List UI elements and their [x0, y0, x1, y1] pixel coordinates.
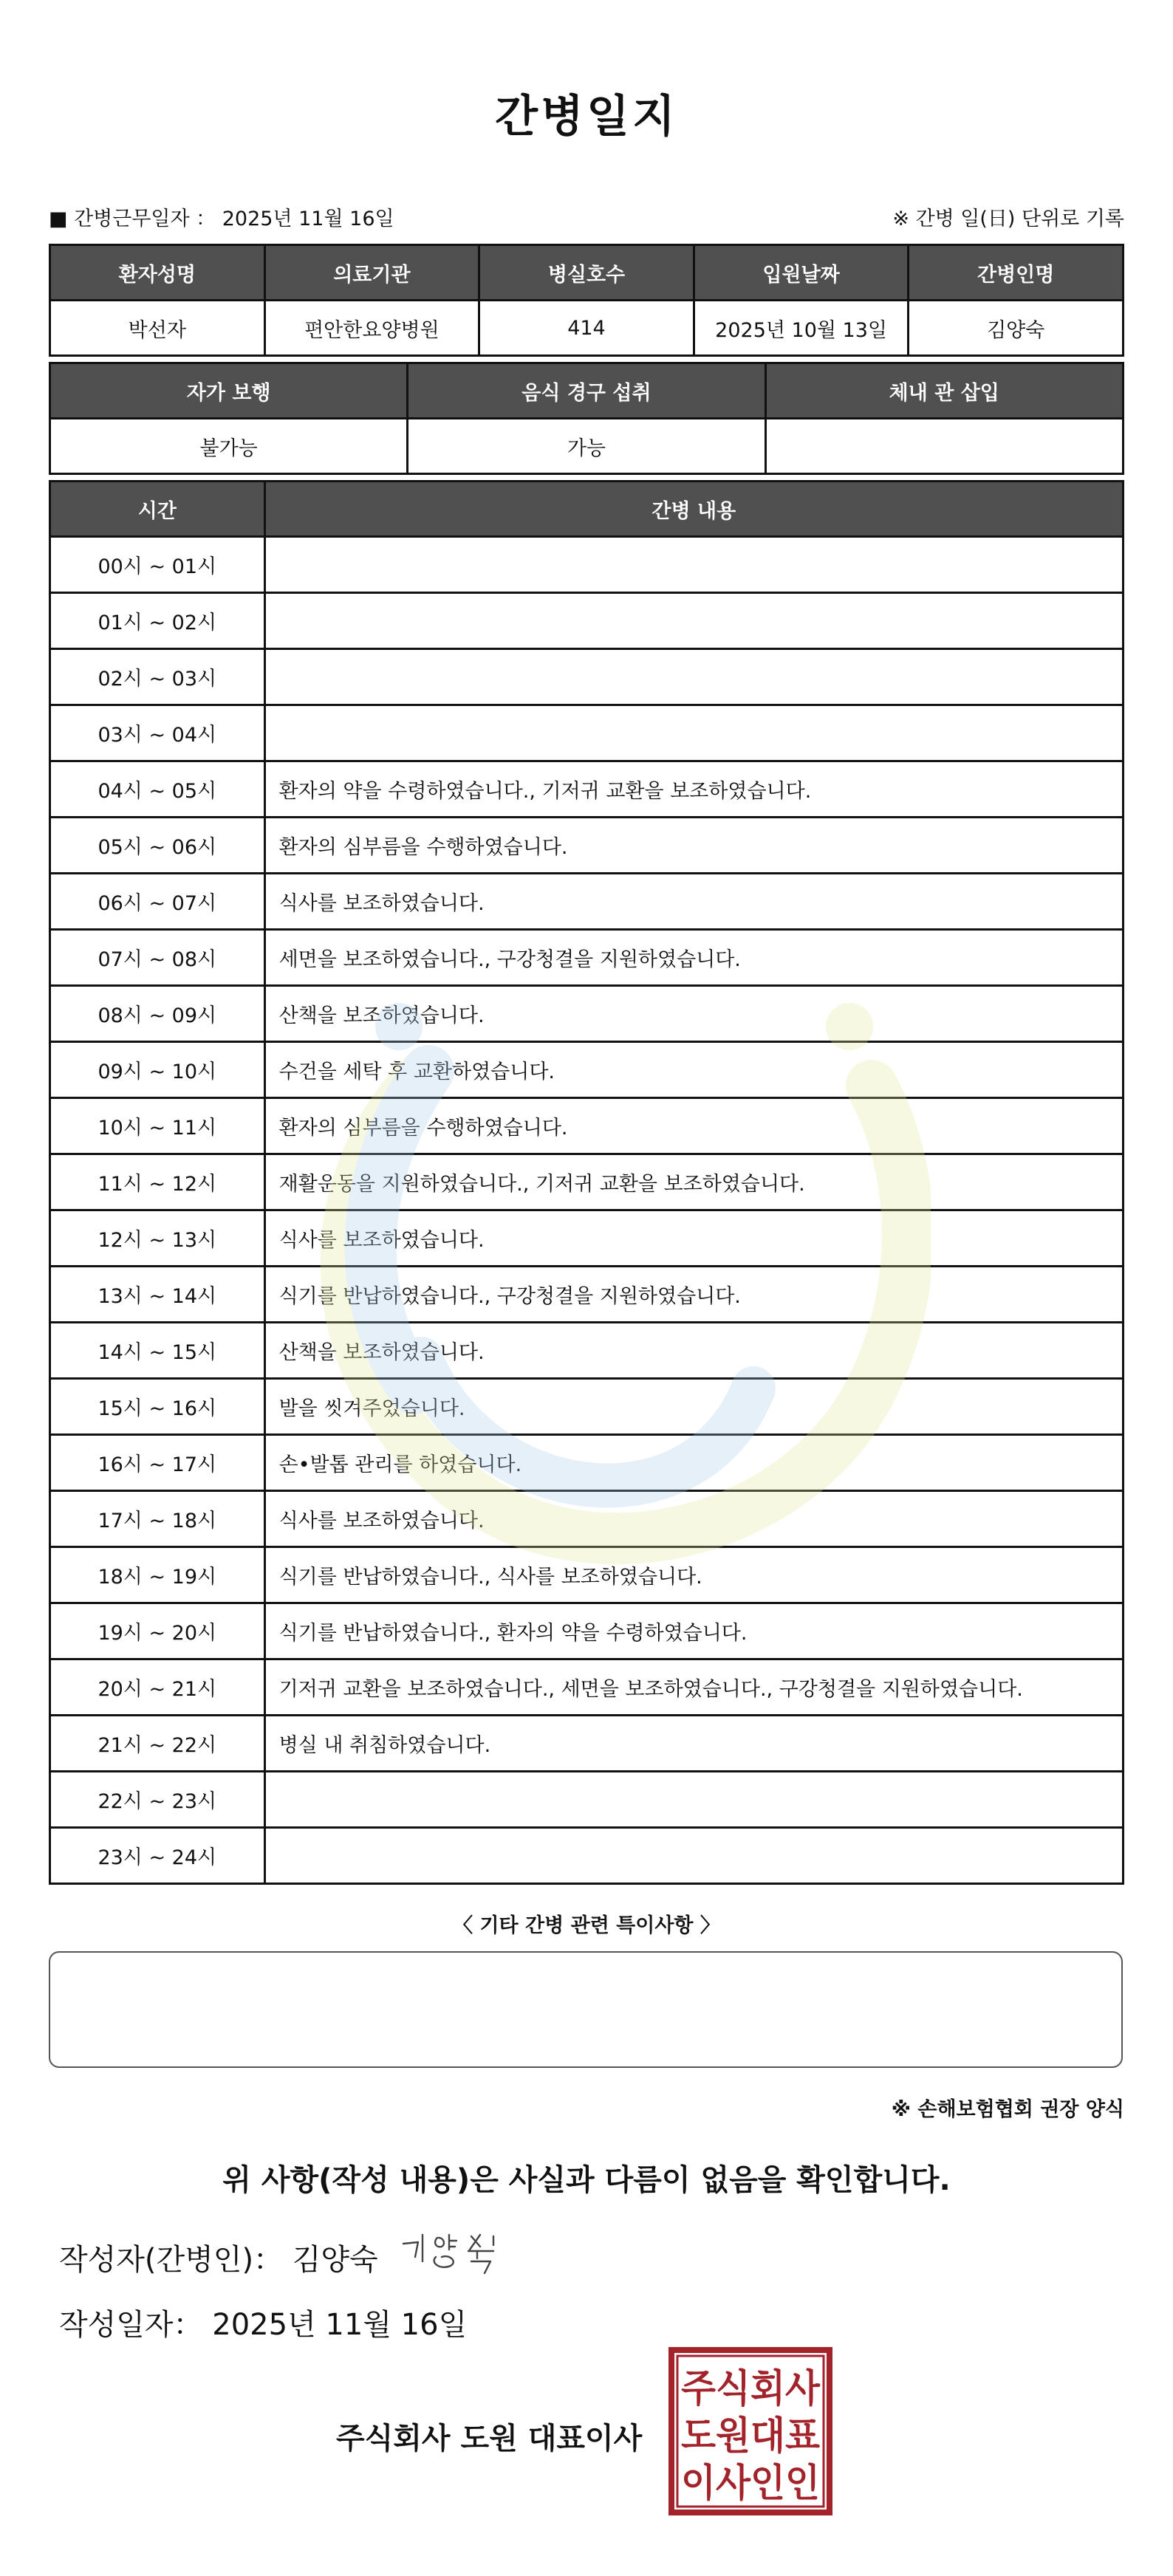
caregiver-name: 김양숙 [909, 301, 1124, 356]
time-cell: 00시 ~ 01시 [50, 537, 265, 593]
remarks-box [49, 1951, 1123, 2068]
time-cell: 03시 ~ 04시 [50, 705, 265, 761]
care-content-cell [264, 537, 1123, 593]
writer-label: 작성자(간병인)： 김양숙 [59, 2243, 378, 2277]
care-log-table [49, 480, 1124, 1885]
document-title: 간병일지 [495, 91, 678, 143]
company-seal [668, 2347, 832, 2515]
header-patient-name: 환자성명 [50, 245, 265, 301]
patient-name: 박선자 [50, 301, 265, 356]
header-time: 시간 [50, 482, 265, 537]
table-row [50, 986, 1124, 1042]
admission-date: 2025년 10월 13일 [694, 301, 909, 356]
time-cell: 12시 ~ 13시 [50, 1210, 265, 1267]
work-date-label: ■ 간병근무일자 ： 2025년 11월 16일 [49, 208, 394, 230]
time-cell: 21시 ~ 22시 [50, 1716, 265, 1772]
header-self-walking: 자가 보행 [50, 363, 408, 419]
header-tube-insertion: 체내 관 삽입 [765, 363, 1123, 419]
remarks-title: 〈 기타 간병 관련 특이사항 〉 [453, 1914, 720, 1937]
svg-text:이사인인: 이사인인 [681, 2462, 820, 2506]
care-content-cell [264, 649, 1123, 705]
table-row [50, 1659, 1124, 1716]
care-content-cell: 손•발톱 관리를 하였습니다. [264, 1435, 1123, 1491]
table-row [50, 1323, 1124, 1379]
table-row [50, 761, 1124, 818]
table-row [50, 930, 1124, 986]
time-cell: 23시 ~ 24시 [50, 1828, 265, 1884]
table-row [50, 1435, 1124, 1491]
company-representative: 주식회사 도원 대표이사 [336, 2422, 643, 2456]
table-row [50, 1379, 1124, 1435]
table-row [50, 593, 1124, 649]
care-content-cell: 산책을 보조하였습니다. [264, 986, 1123, 1042]
time-cell: 19시 ~ 20시 [50, 1603, 265, 1659]
time-cell: 18시 ~ 19시 [50, 1547, 265, 1603]
time-cell: 14시 ~ 15시 [50, 1323, 265, 1379]
time-cell: 11시 ~ 12시 [50, 1154, 265, 1210]
care-content-cell: 환자의 심부름을 수행하였습니다. [264, 1098, 1123, 1154]
care-content-cell: 식사를 보조하였습니다. [264, 1210, 1123, 1267]
svg-text:주식회사: 주식회사 [681, 2367, 821, 2411]
table-row [50, 1154, 1124, 1210]
care-content-cell: 환자의 약을 수령하였습니다., 기저귀 교환을 보조하였습니다. [264, 761, 1123, 818]
hospital-name: 편안한요양병원 [264, 301, 479, 356]
table-row [50, 1716, 1124, 1772]
patient-info-table [49, 244, 1124, 357]
table-row [50, 874, 1124, 930]
care-content-cell: 식기를 반납하였습니다., 식사를 보조하였습니다. [264, 1547, 1123, 1603]
care-content-cell: 수건을 세탁 후 교환하였습니다. [264, 1042, 1123, 1098]
tube-insertion-value [765, 419, 1123, 474]
table-row [50, 1491, 1124, 1547]
header-oral-intake: 음식 경구 섭취 [408, 363, 765, 419]
care-content-cell [264, 593, 1123, 649]
time-cell: 05시 ~ 06시 [50, 818, 265, 874]
recommend-note: ※ 손해보험협회 권장 양식 [891, 2098, 1124, 2121]
care-content-cell [264, 1828, 1123, 1884]
time-cell: 01시 ~ 02시 [50, 593, 265, 649]
care-content-cell: 식기를 반납하였습니다., 환자의 약을 수령하였습니다. [264, 1603, 1123, 1659]
room-number: 414 [479, 301, 694, 356]
time-cell: 08시 ~ 09시 [50, 986, 265, 1042]
table-row [50, 1547, 1124, 1603]
table-row [50, 1267, 1124, 1323]
time-cell: 22시 ~ 23시 [50, 1772, 265, 1828]
handwritten-signature [397, 2224, 530, 2284]
time-cell: 07시 ~ 08시 [50, 930, 265, 986]
self-walking-value: 불가능 [50, 419, 408, 474]
table-row [50, 1210, 1124, 1267]
table-row [50, 537, 1124, 593]
care-content-cell: 발을 씻겨주었습니다. [264, 1379, 1123, 1435]
header-admission-date: 입원날짜 [694, 245, 909, 301]
care-content-cell: 산책을 보조하였습니다. [264, 1323, 1123, 1379]
care-content-cell: 세면을 보조하였습니다., 구강청결을 지원하였습니다. [264, 930, 1123, 986]
time-cell: 20시 ~ 21시 [50, 1659, 265, 1716]
care-content-cell: 병실 내 취침하였습니다. [264, 1716, 1123, 1772]
time-cell: 13시 ~ 14시 [50, 1267, 265, 1323]
written-date-label: 작성일자： 2025년 11월 16일 [59, 2308, 468, 2342]
care-content-cell: 재활운동을 지원하였습니다., 기저귀 교환을 보조하였습니다. [264, 1154, 1123, 1210]
care-content-cell: 식기를 반납하였습니다., 구강청결을 지원하였습니다. [264, 1267, 1123, 1323]
care-content-cell: 환자의 심부름을 수행하였습니다. [264, 818, 1123, 874]
table-row [50, 818, 1124, 874]
record-unit-note: ※ 간병 일(日) 단위로 기록 [892, 208, 1124, 230]
svg-text:도원대표: 도원대표 [681, 2414, 820, 2459]
time-cell: 02시 ~ 03시 [50, 649, 265, 705]
time-cell: 17시 ~ 18시 [50, 1491, 265, 1547]
time-cell: 15시 ~ 16시 [50, 1379, 265, 1435]
care-content-cell: 식사를 보조하였습니다. [264, 1491, 1123, 1547]
oral-intake-value: 가능 [408, 419, 765, 474]
time-cell: 06시 ~ 07시 [50, 874, 265, 930]
time-cell: 16시 ~ 17시 [50, 1435, 265, 1491]
table-row [50, 649, 1124, 705]
time-cell: 04시 ~ 05시 [50, 761, 265, 818]
table-row [50, 1828, 1124, 1884]
care-content-cell [264, 705, 1123, 761]
table-row [50, 1603, 1124, 1659]
table-row [50, 1042, 1124, 1098]
confirmation-statement: 위 사항(작성 내용)은 사실과 다름이 없음을 확인합니다. [222, 2163, 951, 2197]
header-hospital: 의료기관 [264, 245, 479, 301]
care-content-cell: 기저귀 교환을 보조하였습니다., 세면을 보조하였습니다., 구강청결을 지원하였습니다. [264, 1659, 1123, 1716]
time-cell: 10시 ~ 11시 [50, 1098, 265, 1154]
care-content-cell [264, 1772, 1123, 1828]
patient-status-table [49, 362, 1124, 475]
header-caregiver-name: 간병인명 [909, 245, 1124, 301]
table-row [50, 705, 1124, 761]
table-row [50, 1098, 1124, 1154]
time-cell: 09시 ~ 10시 [50, 1042, 265, 1098]
care-content-cell: 식사를 보조하였습니다. [264, 874, 1123, 930]
header-room-number: 병실호수 [479, 245, 694, 301]
header-care-content: 간병 내용 [264, 482, 1123, 537]
table-row [50, 1772, 1124, 1828]
